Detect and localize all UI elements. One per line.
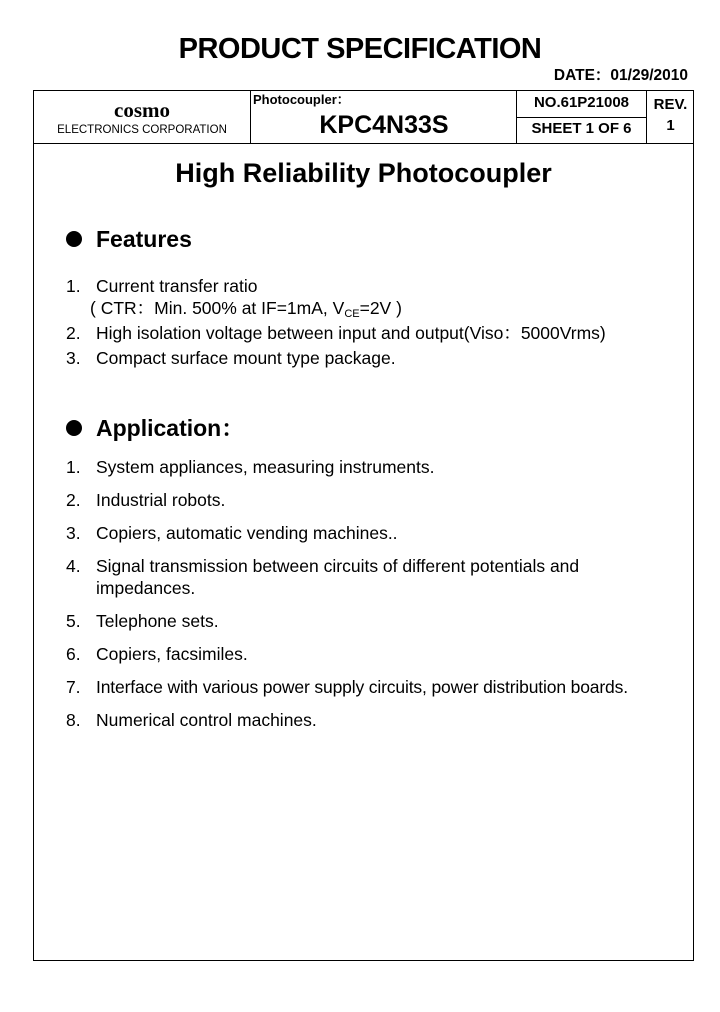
title-block-bottom-rule [33,143,694,144]
application-item-number: 7. [66,677,81,697]
company-name: ELECTRONICS CORPORATION [57,124,227,136]
revision-label: REV. [653,96,688,113]
feature-item-text: Current transfer ratio [96,276,258,296]
application-item-number: 6. [66,644,81,664]
application-item-number: 3. [66,523,81,543]
application-item-text: Signal transmission between circuits of different potentials and [96,556,580,576]
features-heading-text: Features [96,226,192,252]
ctr-detail-text: ( CTR：Min. 500% at IF=1mA, V [90,298,345,318]
feature-item-1-detail [90,297,402,325]
feature-item-text: High isolation voltage between input and output(Viso：5000Vrms) [96,323,606,343]
feature-item-number: 1. [66,276,81,296]
application-item-7 [66,676,628,698]
application-heading-text: Application： [96,415,245,441]
feature-item-2 [66,322,606,344]
feature-item-3 [66,347,396,369]
document-date: DATE：01/29/2010 [553,67,688,84]
application-item-number: 8. [66,710,81,730]
application-item-number: 2. [66,490,81,510]
company-logo: cosmo [114,98,170,122]
application-item-1 [66,456,434,478]
sheet-indicator: SHEET 1 OF 6 [531,120,632,137]
revision-value: 1 [666,117,675,134]
features-heading [66,225,192,253]
application-item-8 [66,709,317,731]
application-item-text: Copiers, facsimiles. [96,644,248,664]
feature-item-1 [66,275,257,297]
title-block-divider-1 [250,90,251,144]
vce-subscript: CE [344,308,360,320]
feature-item-number: 3. [66,348,81,368]
application-item-6 [66,643,248,665]
application-item-4-continuation: impedances. [96,578,196,598]
application-item-text: Copiers, automatic vending machines.. [96,523,398,543]
application-item-3 [66,522,398,544]
page-title: PRODUCT SPECIFICATION [178,33,542,65]
bullet-icon [66,420,82,436]
model-number: KPC4N33S [319,111,449,139]
bullet-icon [66,231,82,247]
application-item-text: Interface with various power supply circuits, power distribution boards. [96,677,628,697]
application-item-text: Industrial robots. [96,490,226,510]
application-item-number: 5. [66,611,81,631]
docno-sheet-separator [516,117,647,118]
application-item-2 [66,489,225,511]
ctr-detail-tail: =2V ) [359,298,402,318]
document-number: NO.61P21008 [533,94,630,111]
document-title: High Reliability Photocoupler [175,158,552,188]
product-type-label: Photocoupler： [253,92,350,107]
application-item-number: 1. [66,457,81,477]
application-item-text: System appliances, measuring instruments. [96,457,435,477]
application-item-text: Numerical control machines. [96,710,317,730]
feature-item-number: 2. [66,323,81,343]
feature-item-text: Compact surface mount type package. [96,348,396,368]
application-item-number: 4. [66,556,81,576]
application-item-4 [66,555,579,577]
application-item-text: Telephone sets. [96,611,219,631]
application-heading [66,414,244,442]
application-item-5 [66,610,219,632]
